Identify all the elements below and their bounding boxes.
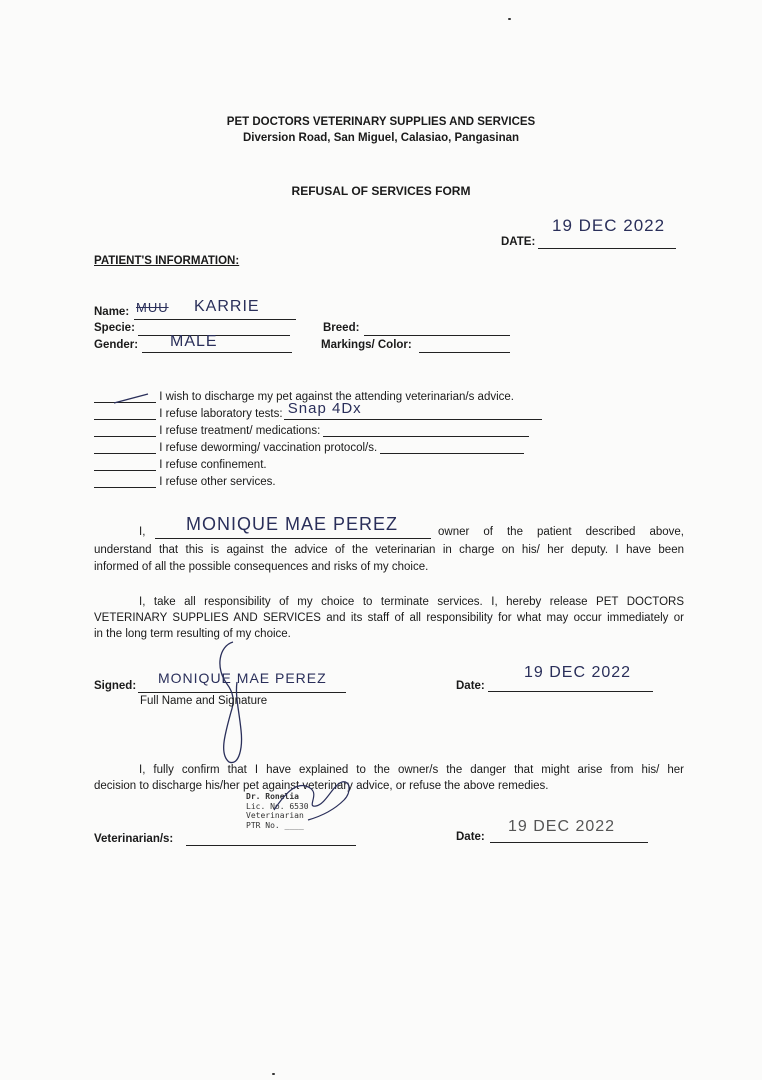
option-text: I refuse laboratory tests: — [159, 408, 283, 420]
release-line2: VETERINARY SUPPLIES AND SERVICES and its staff of all responsibility for what may occur immediately or — [94, 612, 684, 624]
option-blank[interactable] — [94, 440, 156, 454]
option-blank[interactable] — [94, 423, 156, 437]
option-detail-line — [380, 440, 524, 454]
gender-label: Gender: — [94, 339, 139, 351]
vet-date-label: Date: — [456, 831, 485, 843]
statement-i: I, — [139, 526, 146, 538]
option-blank[interactable] — [94, 474, 156, 488]
breed-label: Breed: — [323, 322, 360, 334]
checkmark-icon — [112, 391, 152, 405]
owner-name-underline — [155, 538, 431, 539]
scan-speck — [272, 1073, 275, 1075]
option-detail-line — [323, 423, 529, 437]
specie-label: Specie: — [94, 322, 135, 334]
gender-value: MALE — [170, 333, 218, 350]
date-underline — [538, 248, 676, 249]
option-blank[interactable] — [94, 457, 156, 471]
confirmation-line2: decision to discharge his/her pet against veterinary advice, or refuse the above remedies. — [94, 780, 549, 792]
vet-date-value: 19 DEC 2022 — [508, 818, 616, 835]
gender-underline — [142, 352, 292, 353]
option-text: I wish to discharge my pet against the attending veterinarian/s advice. — [159, 391, 514, 403]
option-detail-line — [284, 400, 542, 420]
release-line3: in the long term resulting of my choice. — [94, 628, 291, 640]
refusal-option — [94, 457, 542, 474]
statement-line1: owner of the patient described above, — [438, 526, 684, 538]
statement-line2: understand that this is against the advice of the veterinarian in charge on his/ her deputy. I have been — [94, 544, 684, 556]
stamp-line: Veterinarian — [246, 811, 304, 820]
signed-label: Signed: — [94, 680, 137, 692]
confirmation-line1: I, fully confirm that I have explained to the owner/s the danger that might arise from his/ her — [139, 764, 684, 776]
owner-name-value: MONIQUE MAE PEREZ — [186, 514, 399, 534]
signed-caption: Full Name and Signature — [140, 695, 268, 707]
signed-date-label: Date: — [456, 680, 485, 692]
scan-speck — [508, 18, 511, 20]
name-value: KARRIE — [194, 298, 260, 315]
vet-date-underline — [490, 842, 648, 843]
company-address: Diversion Road, San Miguel, Calasiao, Pangasinan — [242, 132, 520, 144]
date-label: DATE: — [501, 236, 536, 248]
markings-label: Markings/ Color: — [321, 339, 412, 351]
refusal-option — [94, 400, 542, 423]
option-text: I refuse other services. — [159, 476, 276, 488]
statement-line3: informed of all the possible consequences and risks of my choice. — [94, 561, 429, 573]
stamp-line: PTR No. ____ — [246, 820, 304, 830]
signed-date-value: 19 DEC 2022 — [524, 664, 632, 681]
release-line1: I, take all responsibility of my choice to terminate services. I, hereby release PET DOCTORS — [139, 596, 684, 608]
stamp-line: Lic. No. 6530 — [246, 801, 309, 811]
patient-info-heading: PATIENT'S INFORMATION: — [94, 255, 240, 267]
option-text: I refuse treatment/ medications: — [159, 425, 321, 437]
option-detail: Snap 4Dx — [287, 400, 362, 417]
name-label: Name: — [94, 306, 130, 318]
signed-value: MONIQUE MAE PEREZ — [158, 670, 327, 686]
vet-signature-icon — [268, 770, 360, 826]
company-name: PET DOCTORS VETERINARY SUPPLIES AND SERVICES — [226, 116, 536, 128]
option-blank[interactable] — [94, 389, 156, 403]
option-text: I refuse deworming/ vaccination protocol/s. — [159, 442, 378, 454]
refusal-option — [94, 423, 542, 440]
markings-underline — [419, 352, 510, 353]
refusal-option-list — [94, 389, 542, 491]
stamp-line: Dr. Ronelia — [246, 792, 299, 801]
scribbled-name: MUU — [136, 300, 169, 315]
veterinarian-underline — [186, 845, 356, 846]
date-value: 19 DEC 2022 — [552, 216, 666, 235]
form-title: REFUSAL OF SERVICES FORM — [291, 184, 471, 198]
name-underline — [134, 319, 296, 320]
refusal-option — [94, 474, 542, 491]
signed-date-underline — [488, 691, 653, 692]
option-text: I refuse confinement. — [159, 459, 267, 471]
breed-underline — [364, 335, 510, 336]
veterinarian-label: Veterinarian/s: — [94, 833, 174, 845]
refusal-option — [94, 440, 542, 457]
option-blank[interactable] — [94, 406, 156, 420]
